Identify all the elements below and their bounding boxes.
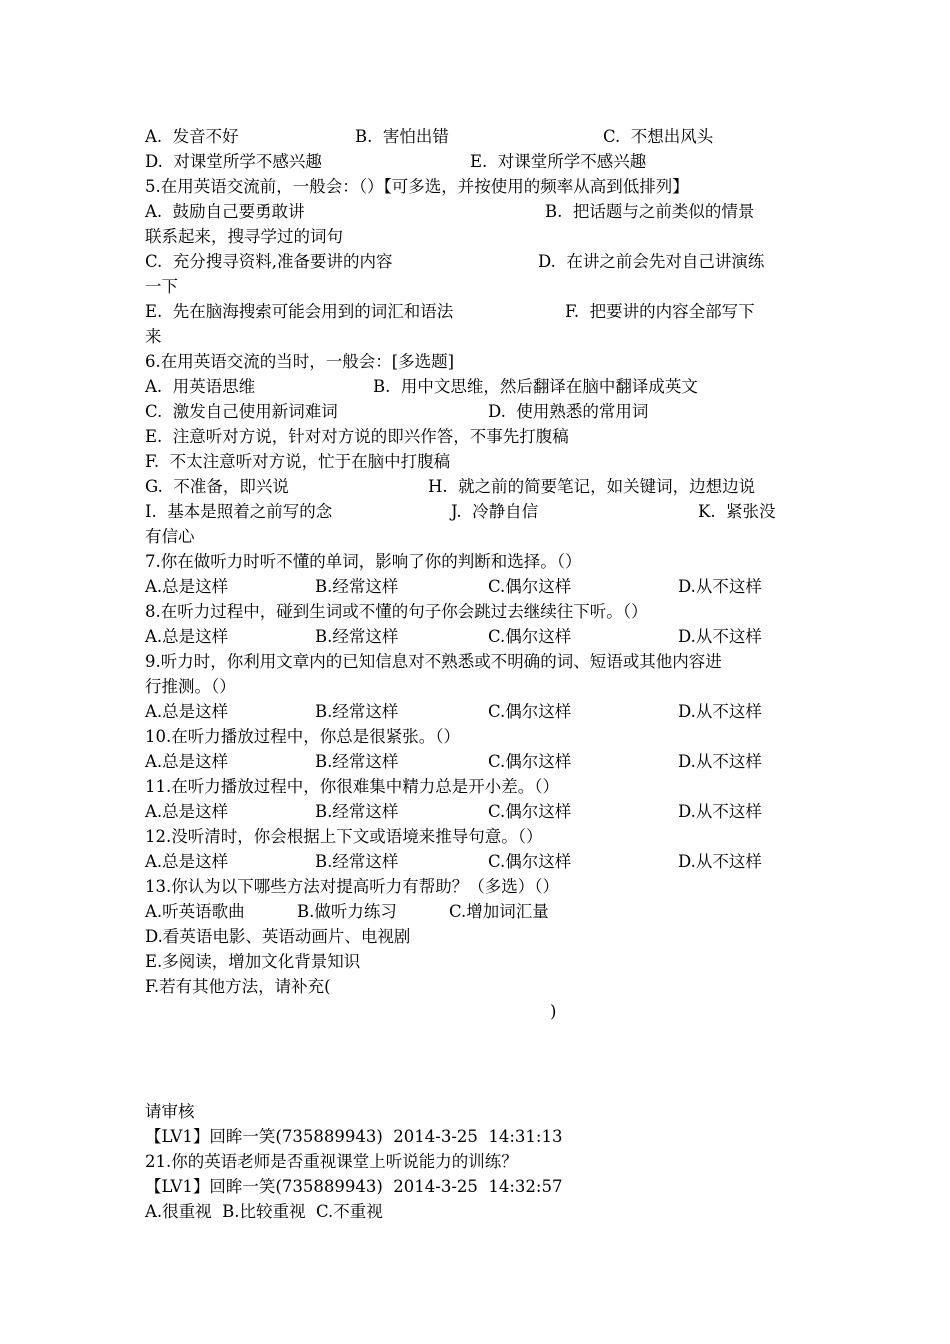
q12-option-d: D.从不这样 xyxy=(678,852,762,871)
q5-option-b: B. 把话题与之前类似的情景 xyxy=(545,202,755,221)
q8-option-c: C.偶尔这样 xyxy=(488,627,572,646)
q8-question: 8.在听力过程中，碰到生词或不懂的句子你会跳过去继续往下听。（） xyxy=(145,602,648,621)
q5-option-e: E. 先在脑海搜索可能会用到的词汇和语法 xyxy=(145,302,454,321)
q6-option-b: B. 用中文思维，然后翻译在脑中翻译成英文 xyxy=(373,377,698,396)
q13-option-d: D.看英语电影、英语动画片、电视剧 xyxy=(145,927,411,946)
q21-options: A.很重视 B.比较重视 C.不重视 xyxy=(145,1202,383,1221)
q6-option-c: C. 激发自己使用新词难词 xyxy=(145,402,338,421)
q6-option-i: I. 基本是照着之前写的念 xyxy=(145,502,333,521)
q12-option-c: C.偶尔这样 xyxy=(488,852,572,871)
q13-question: 13.你认为以下哪些方法对提高听力有帮助？（多选）（） xyxy=(145,877,559,896)
q5-option-d-cont: 一下 xyxy=(145,277,178,296)
q13-option-a: A.听英语歌曲 xyxy=(145,902,245,921)
q12-option-a: A.总是这样 xyxy=(145,852,229,871)
q5-question: 5.在用英语交流前，一般会：（）【可多选，并按使用的频率从高到低排列】 xyxy=(145,177,689,196)
q13-option-f: F.若有其他方法，请补充( xyxy=(145,977,331,996)
q6-option-h: H. 就之前的简要笔记，如关键词，边想边说 xyxy=(428,477,756,496)
q9-option-c: C.偶尔这样 xyxy=(488,702,572,721)
chat-message-header-1: 【LV1】回眸一笑(735889943) 2014-3-25 14:31:13 xyxy=(145,1127,563,1146)
q4-option-d: D. 对课堂所学不感兴趣 xyxy=(145,152,322,171)
q5-option-f: F. 把要讲的内容全部写下 xyxy=(565,302,755,321)
q5-option-d: D. 在讲之前会先对自己讲演练 xyxy=(538,252,765,271)
q9-option-a: A.总是这样 xyxy=(145,702,229,721)
q6-option-g: G. 不准备，即兴说 xyxy=(145,477,289,496)
q11-option-a: A.总是这样 xyxy=(145,802,229,821)
q10-option-d: D.从不这样 xyxy=(678,752,762,771)
review-label: 请审核 xyxy=(145,1102,195,1121)
q5-option-f-cont: 来 xyxy=(145,327,162,346)
q4-option-c: C. 不想出风头 xyxy=(603,127,714,146)
q9-question: 9.听力时，你利用文章内的已知信息对不熟悉或不明确的词、短语或其他内容进 xyxy=(145,652,722,671)
q6-option-e: E. 注意听对方说，针对对方说的即兴作答，不事先打腹稿 xyxy=(145,427,569,446)
q4-option-b: B. 害怕出错 xyxy=(355,127,449,146)
q11-option-d: D.从不这样 xyxy=(678,802,762,821)
q6-option-j: J. 冷静自信 xyxy=(451,502,539,521)
q9-option-b: B.经常这样 xyxy=(315,702,399,721)
q6-option-k-cont: 有信心 xyxy=(145,527,195,546)
q10-option-b: B.经常这样 xyxy=(315,752,399,771)
q10-question: 10.在听力播放过程中，你总是很紧张。（） xyxy=(145,727,460,746)
q9-question-cont: 行推测。（） xyxy=(145,677,236,696)
q6-option-d: D. 使用熟悉的常用词 xyxy=(488,402,649,421)
q13-option-e: E.多阅读，增加文化背景知识 xyxy=(145,952,361,971)
q21-question: 21.你的英语老师是否重视课堂上听说能力的训练？ xyxy=(145,1152,518,1171)
q7-option-a: A.总是这样 xyxy=(145,577,229,596)
q4-option-e: E. 对课堂所学不感兴趣 xyxy=(470,152,647,171)
q5-option-c: C. 充分搜寻资料,准备要讲的内容 xyxy=(145,252,393,271)
q12-question: 12.没听清时，你会根据上下文或语境来推导句意。（） xyxy=(145,827,543,846)
q10-option-a: A.总是这样 xyxy=(145,752,229,771)
chat-message-header-2: 【LV1】回眸一笑(735889943) 2014-3-25 14:32:57 xyxy=(145,1177,563,1196)
q6-question: 6.在用英语交流的当时，一般会：[多选题] xyxy=(145,352,455,371)
q6-option-a: A. 用英语思维 xyxy=(145,377,256,396)
q9-option-d: D.从不这样 xyxy=(678,702,762,721)
q11-option-b: B.经常这样 xyxy=(315,802,399,821)
q8-option-a: A.总是这样 xyxy=(145,627,229,646)
q7-question: 7.你在做听力时听不懂的单词，影响了你的判断和选择。（） xyxy=(145,552,582,571)
q6-option-f: F. 不太注意听对方说，忙于在脑中打腹稿 xyxy=(145,452,451,471)
q7-option-c: C.偶尔这样 xyxy=(488,577,572,596)
q5-option-a: A. 鼓励自己要勇敢讲 xyxy=(145,202,305,221)
q12-option-b: B.经常这样 xyxy=(315,852,399,871)
q13-option-f-close: ) xyxy=(550,1002,557,1021)
q7-option-d: D.从不这样 xyxy=(678,577,762,596)
q8-option-b: B.经常这样 xyxy=(315,627,399,646)
q5-option-b-cont: 联系起来，搜寻学过的词句 xyxy=(145,227,343,246)
q10-option-c: C.偶尔这样 xyxy=(488,752,572,771)
q11-question: 11.在听力播放过程中，你很难集中精力总是开小差。（） xyxy=(145,777,559,796)
q7-option-b: B.经常这样 xyxy=(315,577,399,596)
q13-option-b: B.做听力练习 xyxy=(297,902,397,921)
q4-option-a: A. 发音不好 xyxy=(145,127,239,146)
q6-option-k: K. 紧张没 xyxy=(698,502,776,521)
q8-option-d: D.从不这样 xyxy=(678,627,762,646)
q13-option-c: C.增加词汇量 xyxy=(449,902,549,921)
q11-option-c: C.偶尔这样 xyxy=(488,802,572,821)
